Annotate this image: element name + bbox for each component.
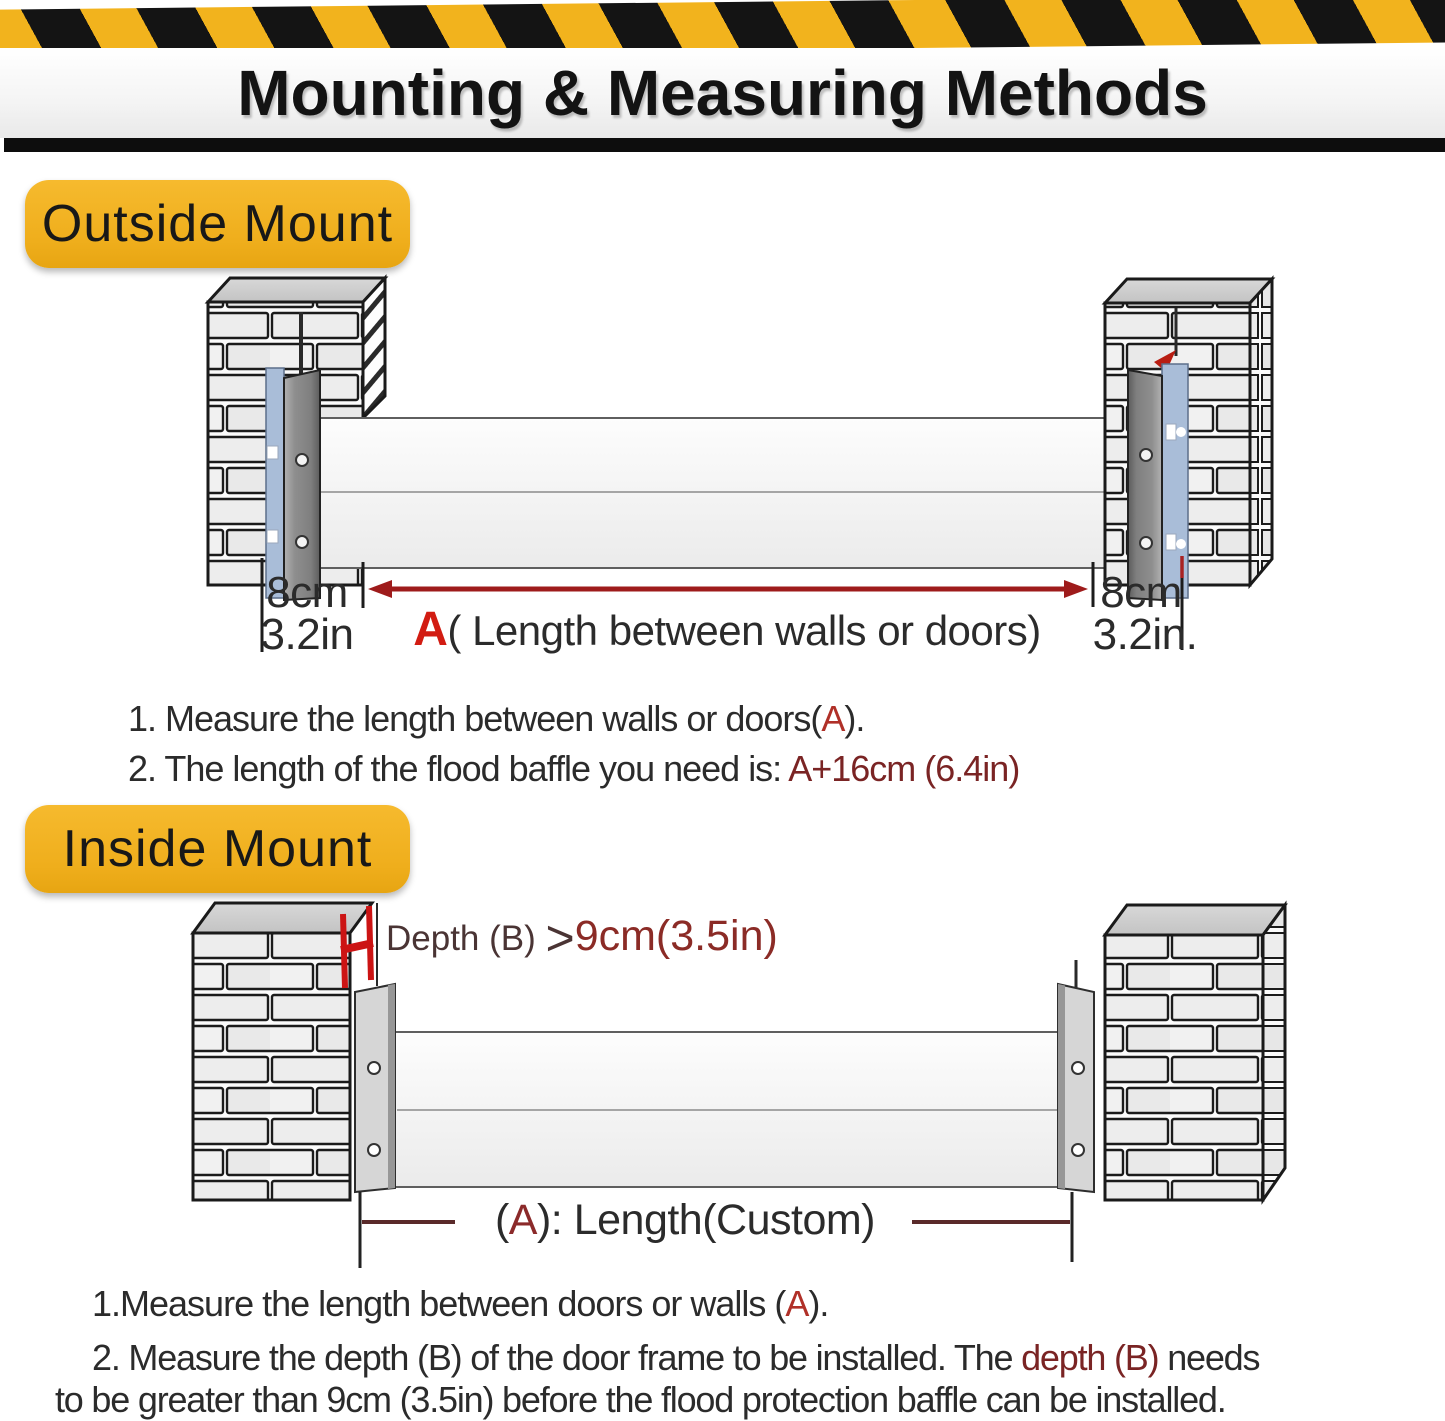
outside-step-2	[128, 748, 1019, 790]
inside-step-1-end: ).	[808, 1283, 829, 1324]
inside-step-1-text: 1.Measure the length between doors or walls (	[92, 1283, 786, 1324]
inside-step-2-line-1	[92, 1337, 1259, 1379]
screw-hole	[368, 1062, 380, 1074]
inside-step-1	[92, 1283, 828, 1325]
depth-B-value: 9cm(3.5in)	[574, 912, 778, 960]
page-title: Mounting & Measuring Methods	[237, 57, 1208, 129]
outside-left-channel-bracket	[284, 370, 320, 600]
length-A-symbol: A	[413, 603, 448, 656]
outside-left-gap-cm: 8cm	[266, 568, 348, 617]
inside-length-A: A	[508, 1196, 537, 1244]
inside-step-2-depth-B: depth (B)	[1021, 1337, 1159, 1378]
inside-step-2-end: needs	[1158, 1337, 1260, 1378]
screw-hole	[296, 536, 308, 548]
inside-right-brick-pillar	[1105, 905, 1285, 1200]
screw-hole	[368, 1144, 380, 1156]
outside-left-mount-plate	[266, 368, 284, 598]
outside-step-1-A: A	[821, 698, 845, 739]
outside-right-mount-plate	[1162, 364, 1188, 598]
screw-hole	[1140, 449, 1152, 461]
outside-step-1	[128, 698, 864, 740]
outside-step-1-end: ).	[844, 698, 865, 739]
arrow-head-left-icon	[368, 580, 392, 598]
outside-right-gap-in: 3.2in.	[1092, 610, 1198, 659]
inside-step-1-A: A	[785, 1283, 809, 1324]
inside-step-2-line-2: to be greater than 9cm (3.5in) before the flood protection baffle can be installed.	[55, 1379, 1226, 1420]
inside-left-channel-bracket	[355, 984, 395, 1192]
flood-barrier-panel	[318, 418, 1134, 568]
inside-right-channel-bracket	[1058, 960, 1094, 1192]
screw-hole	[1072, 1144, 1084, 1156]
length-A-text: ( Length between walls or doors)	[447, 607, 1041, 654]
inside-length-label	[440, 1196, 930, 1245]
inside-depth-label	[386, 910, 778, 966]
inside-length-pre: (	[494, 1196, 509, 1244]
outside-right-gap-cm: 8cm	[1100, 568, 1182, 617]
outside-left-gap-in: 3.2in	[260, 610, 354, 659]
flood-barrier-panel	[395, 1032, 1060, 1187]
greater-than-symbol: >	[545, 910, 575, 966]
inside-step-2-text: 2. Measure the depth (B) of the door frame to be installed. The	[92, 1337, 1022, 1378]
screw-hole	[1072, 1062, 1084, 1074]
depth-B-text: Depth (B)	[386, 919, 546, 958]
outside-step-2-text: 2. The length of the flood baffle you need is:	[128, 748, 789, 789]
inside-mount-badge-label: Inside Mount	[62, 820, 373, 878]
outside-length-A-label	[368, 602, 1086, 657]
screw-hole	[296, 454, 308, 466]
arrow-head-right-icon	[1064, 580, 1088, 598]
outside-step-1-text: 1. Measure the length between walls or doors(	[128, 698, 822, 739]
inside-length-text: ): Length(Custom)	[536, 1196, 876, 1244]
screw-hole	[1140, 537, 1152, 549]
outside-mount-badge-label: Outside Mount	[41, 195, 394, 253]
outside-step-2-formula: A+16cm (6.4in)	[788, 748, 1020, 789]
outside-right-channel-bracket	[1128, 370, 1162, 600]
